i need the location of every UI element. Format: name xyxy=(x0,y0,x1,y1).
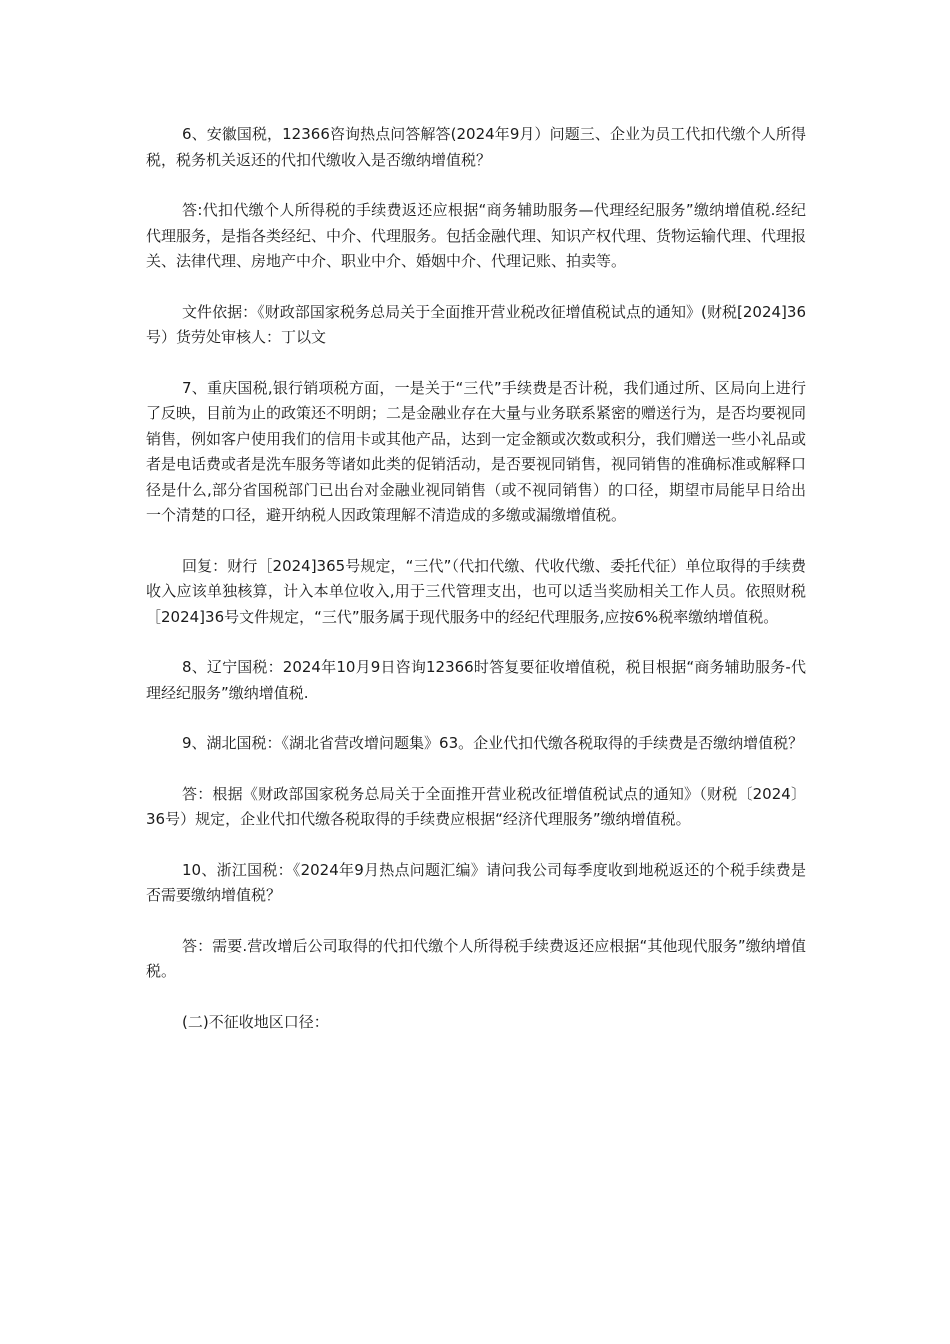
paragraph-hubei-answer: 答：根据《财政部国家税务总局关于全面推开营业税改征增值税试点的通知》（财税〔2024〕36号）规定，企业代扣代缴各税取得的手续费应根据“经济代理服务”缴纳增值税。 xyxy=(146,784,806,828)
paragraph-chongqing-reply: 回复：财行［2024]365号规定，“三代”（代扣代缴、代收代缴、委托代征）单位取得的手续费收入应该单独核算，计入本单位收入,用于三代管理支出，也可以适当奖励相关工作人员。依照财税［2024]36号文件规定，“三代”服务属于现代服务中的经纪代理服务,应按6%税率缴纳增值税。 xyxy=(146,556,806,626)
paragraph-anhui-question: 6、安徽国税，12366咨询热点问答解答(2024年9月）问题三、企业为员工代扣代缴个人所得税，税务机关返还的代扣代缴收入是否缴纳增值税？ xyxy=(146,125,806,169)
paragraph-liaoning: 8、辽宁国税：2024年10月9日咨询12366时答复要征收增值税，税目根据“商务辅助服务-代理经纪服务”缴纳增值税. xyxy=(146,658,806,702)
paragraph-anhui-answer: 答:代扣代缴个人所得税的手续费返还应根据“商务辅助服务—代理经纪服务”缴纳增值税.经纪代理服务，是指各类经纪、中介、代理服务。包括金融代理、知识产权代理、货物运输代理、代理报关、法律代理、房地产中介、职业中介、婚姻中介、代理记账、拍卖等。 xyxy=(146,201,807,270)
paragraph-hubei-question: 9、湖北国税：《湖北省营改增问题集》63。企业代扣代缴各税取得的手续费是否缴纳增值税？ xyxy=(182,734,804,752)
paragraph-anhui-basis: 文件依据：《财政部国家税务总局关于全面推开营业税改征增值税试点的通知》(财税[2024]36号）货劳处审核人：丁以文 xyxy=(146,302,806,346)
paragraph-zhejiang-question: 10、浙江国税：《2024年9月热点问题汇编》请问我公司每季度收到地税返还的个税手续费是否需要缴纳增值税？ xyxy=(146,860,806,904)
paragraph-chongqing-question: 7、重庆国税,银行销项税方面，一是关于“三代”手续费是否计税，我们通过所、区局向上进行了反映，目前为止的政策还不明朗；二是金融业存在大量与业务联系紧密的赠送行为，是否均要视同销售，例如客户使用我们的信用卡或其他产品，达到一定金额或次数或积分，我们赠送一些小礼品或者是电话费或者是洗车服务等诸如此类的促销活动，是否要视同销售，视同销售的准确标准或解释口径是什么,部分省国税部门已出台对金融业视同销售（或不视同销售）的口径，期望市局能早日给出一个清楚的口径，避开纳税人因政策理解不清造成的多缴或漏缴增值税。 xyxy=(146,378,807,524)
paragraph-zhejiang-answer: 答：需要.营改增后公司取得的代扣代缴个人所得税手续费返还应根据“其他现代服务”缴纳增值税。 xyxy=(146,936,806,980)
section-heading-non-levy: (二)不征收地区口径： xyxy=(182,1012,329,1031)
document-body xyxy=(146,122,806,1060)
